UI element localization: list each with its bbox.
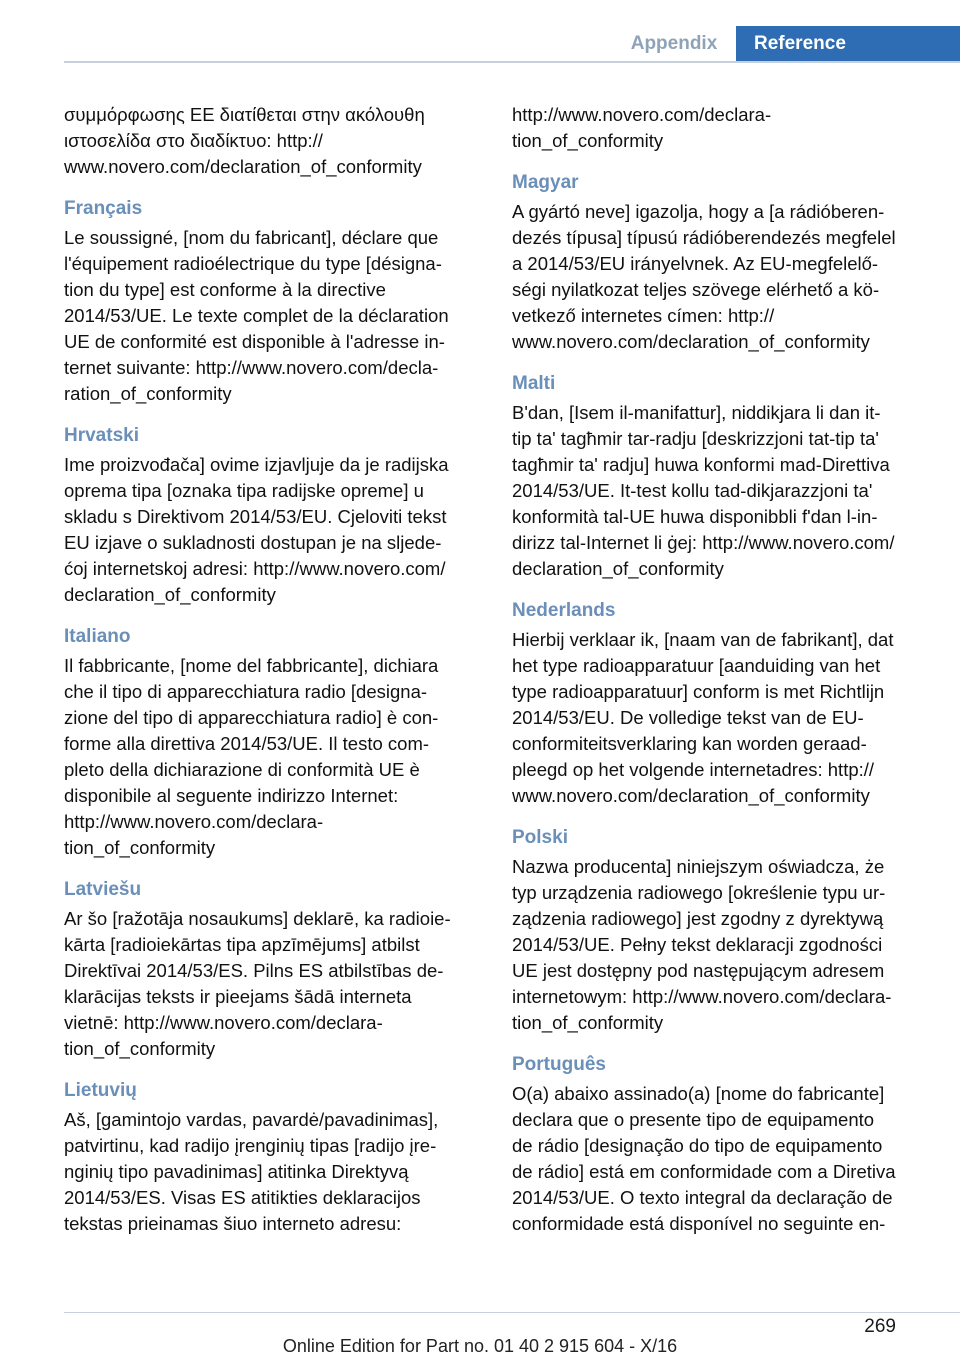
- section-latviesu: [64, 877, 480, 1062]
- section-paragraph: Ime proizvođača] ovime izjavljuje da je radijska oprema tipa [oznaka tipa radijske opreme] u skladu s Direktivom 2014/53/EU. Cjeloviti tekst EU izjave o sukladnosti dostupan je na sljede- ćoj internetskoj adresi: http://www.novero.com/ declaration_of_conformity: [64, 454, 449, 605]
- footer-divider: [64, 1312, 960, 1313]
- section-paragraph: Nazwa producenta] niniejszym oświadcza, że typ urządzenia radiowego [określenie typu ur- ządzenia radiowego] jest zgodny z dyrektywą 2014/53/UE. Pełny tekst deklaracji zgodności UE jest dostępny pod następującym adresem internetowym: http://www.novero.com/declara- tion_of_conformity: [512, 856, 892, 1033]
- section-paragraph: Le soussigné, [nom du fabricant], déclare que l'équipement radioélectrique du type [désigna- tion du type] est conforme à la directive 2014/53/UE. Le texte complet de la déclaration UE de conformité est disponible à l'adresse in- ternet suivante: http://www.novero.com/decla- ration_of_conformity: [64, 227, 449, 404]
- section-paragraph: Ar šo [ražotāja nosaukums] deklarē, ka radioie- kārta [radioiekārtas tipa apzīmējums] atbilst Direktīvai 2014/53/ES. Pilns ES atbilstības de- klarācijas teksts ir pieejams šādā interneta vietnē: http://www.novero.com/declara- tion_of_conformity: [64, 908, 451, 1059]
- intro-block: [512, 102, 932, 154]
- page-header: [0, 0, 960, 62]
- intro-paragraph: http://www.novero.com/declara- tion_of_conformity: [512, 104, 772, 151]
- section-heading: Hrvatski: [64, 425, 139, 446]
- section-magyar: [512, 170, 932, 355]
- section-heading: Latviešu: [64, 879, 142, 900]
- right-column: [512, 102, 932, 1253]
- section-heading: Português: [512, 1054, 606, 1075]
- section-francais: [64, 196, 480, 407]
- section-tab-appendix: Appendix: [612, 26, 736, 62]
- left-column: [64, 102, 480, 1253]
- intro-block: [64, 102, 480, 180]
- section-paragraph: Il fabbricante, [nome del fabbricante], dichiara che il tipo di apparecchiatura radio [designa- zione del tipo di apparecchiatura radio] è con- forme alla direttiva 2014/53/UE. Il testo com- pleto della dichiarazione di conformità UE è disponibile al seguente indirizzo Internet: http://www.novero.com/declara- tion_of_conformity: [64, 655, 439, 858]
- section-lietuviu: [64, 1078, 480, 1237]
- header-divider: [64, 61, 960, 63]
- section-paragraph: O(a) abaixo assinado(a) [nome do fabricante] declara que o presente tipo de equipamento de rádio [designação do tipo de equipamento de rádio] está em conformidade com a Diretiva 2014/53/UE. O texto integral da declaração de conformidade está disponível no seguinte en-: [512, 1083, 896, 1234]
- section-hrvatski: [64, 423, 480, 608]
- section-paragraph: Aš, [gamintojo vardas, pavardė/pavadinimas], patvirtinu, kad radijo įrenginių tipas [radijo įre- nginių tipo pavadinimas] atitinka Direktyvą 2014/53/ES. Visas ES atitikties deklaracijos tekstas prieinamas šiuo interneto adresu:: [64, 1109, 439, 1234]
- section-italiano: [64, 624, 480, 861]
- section-heading: Nederlands: [512, 600, 616, 621]
- section-heading: Magyar: [512, 172, 579, 193]
- section-polski: [512, 825, 932, 1036]
- section-tab-reference: Reference: [736, 26, 960, 62]
- section-paragraph: A gyártó neve] igazolja, hogy a [a rádióberen- dezés típusa] típusú rádióberendezés megfelel a 2014/53/EU irányelvnek. Az EU-megfelelő- ségi nyilatkozat teljes szövege elérhető a kö- vetkező internetes címen: http:// www.novero.com/declaration_of_conformity: [512, 201, 896, 352]
- section-paragraph: B'dan, [Isem il-manifattur], niddikjara li dan it- tip ta' tagħmir tar-radju [deskrizzjoni tat-tip ta' tagħmir ta' radju] huwa konformi mad-Direttiva 2014/53/UE. It-test kollu tad-dikjarazzjoni ta' konformità tal-UE huwa disponibbli f'dan l-in- dirizz tal-Internet li ġej: http://www.novero.com/ declaration_of_conformity: [512, 402, 895, 579]
- intro-paragraph: συμμόρφωσης ΕΕ διατίθεται στην ακόλουθη ιστοσελίδα στο διαδίκτυο: http:// www.novero.com/declaration_of_conformity: [64, 104, 425, 177]
- section-paragraph: Hierbij verklaar ik, [naam van de fabrikant], dat het type radioapparatuur [aanduiding van het type radioapparatuur] conform is met Richtlijn 2014/53/EU. De volledige tekst van de EU- conformiteitsverklaring kan worden geraad- pleegd op het volgende internetadres: http:// www.novero.com/declaration_of_conformity: [512, 629, 894, 806]
- section-malti: [512, 371, 932, 582]
- section-portugues: [512, 1052, 932, 1237]
- section-nederlands: [512, 598, 932, 809]
- page-number: 269: [864, 1316, 896, 1337]
- section-heading: Français: [64, 198, 143, 219]
- section-heading: Italiano: [64, 626, 131, 647]
- section-heading: Malti: [512, 373, 556, 394]
- section-heading: Polski: [512, 827, 568, 848]
- edition-footer: Online Edition for Part no. 01 40 2 915 604 - X/16: [282, 1336, 678, 1356]
- section-heading: Lietuvių: [64, 1080, 137, 1101]
